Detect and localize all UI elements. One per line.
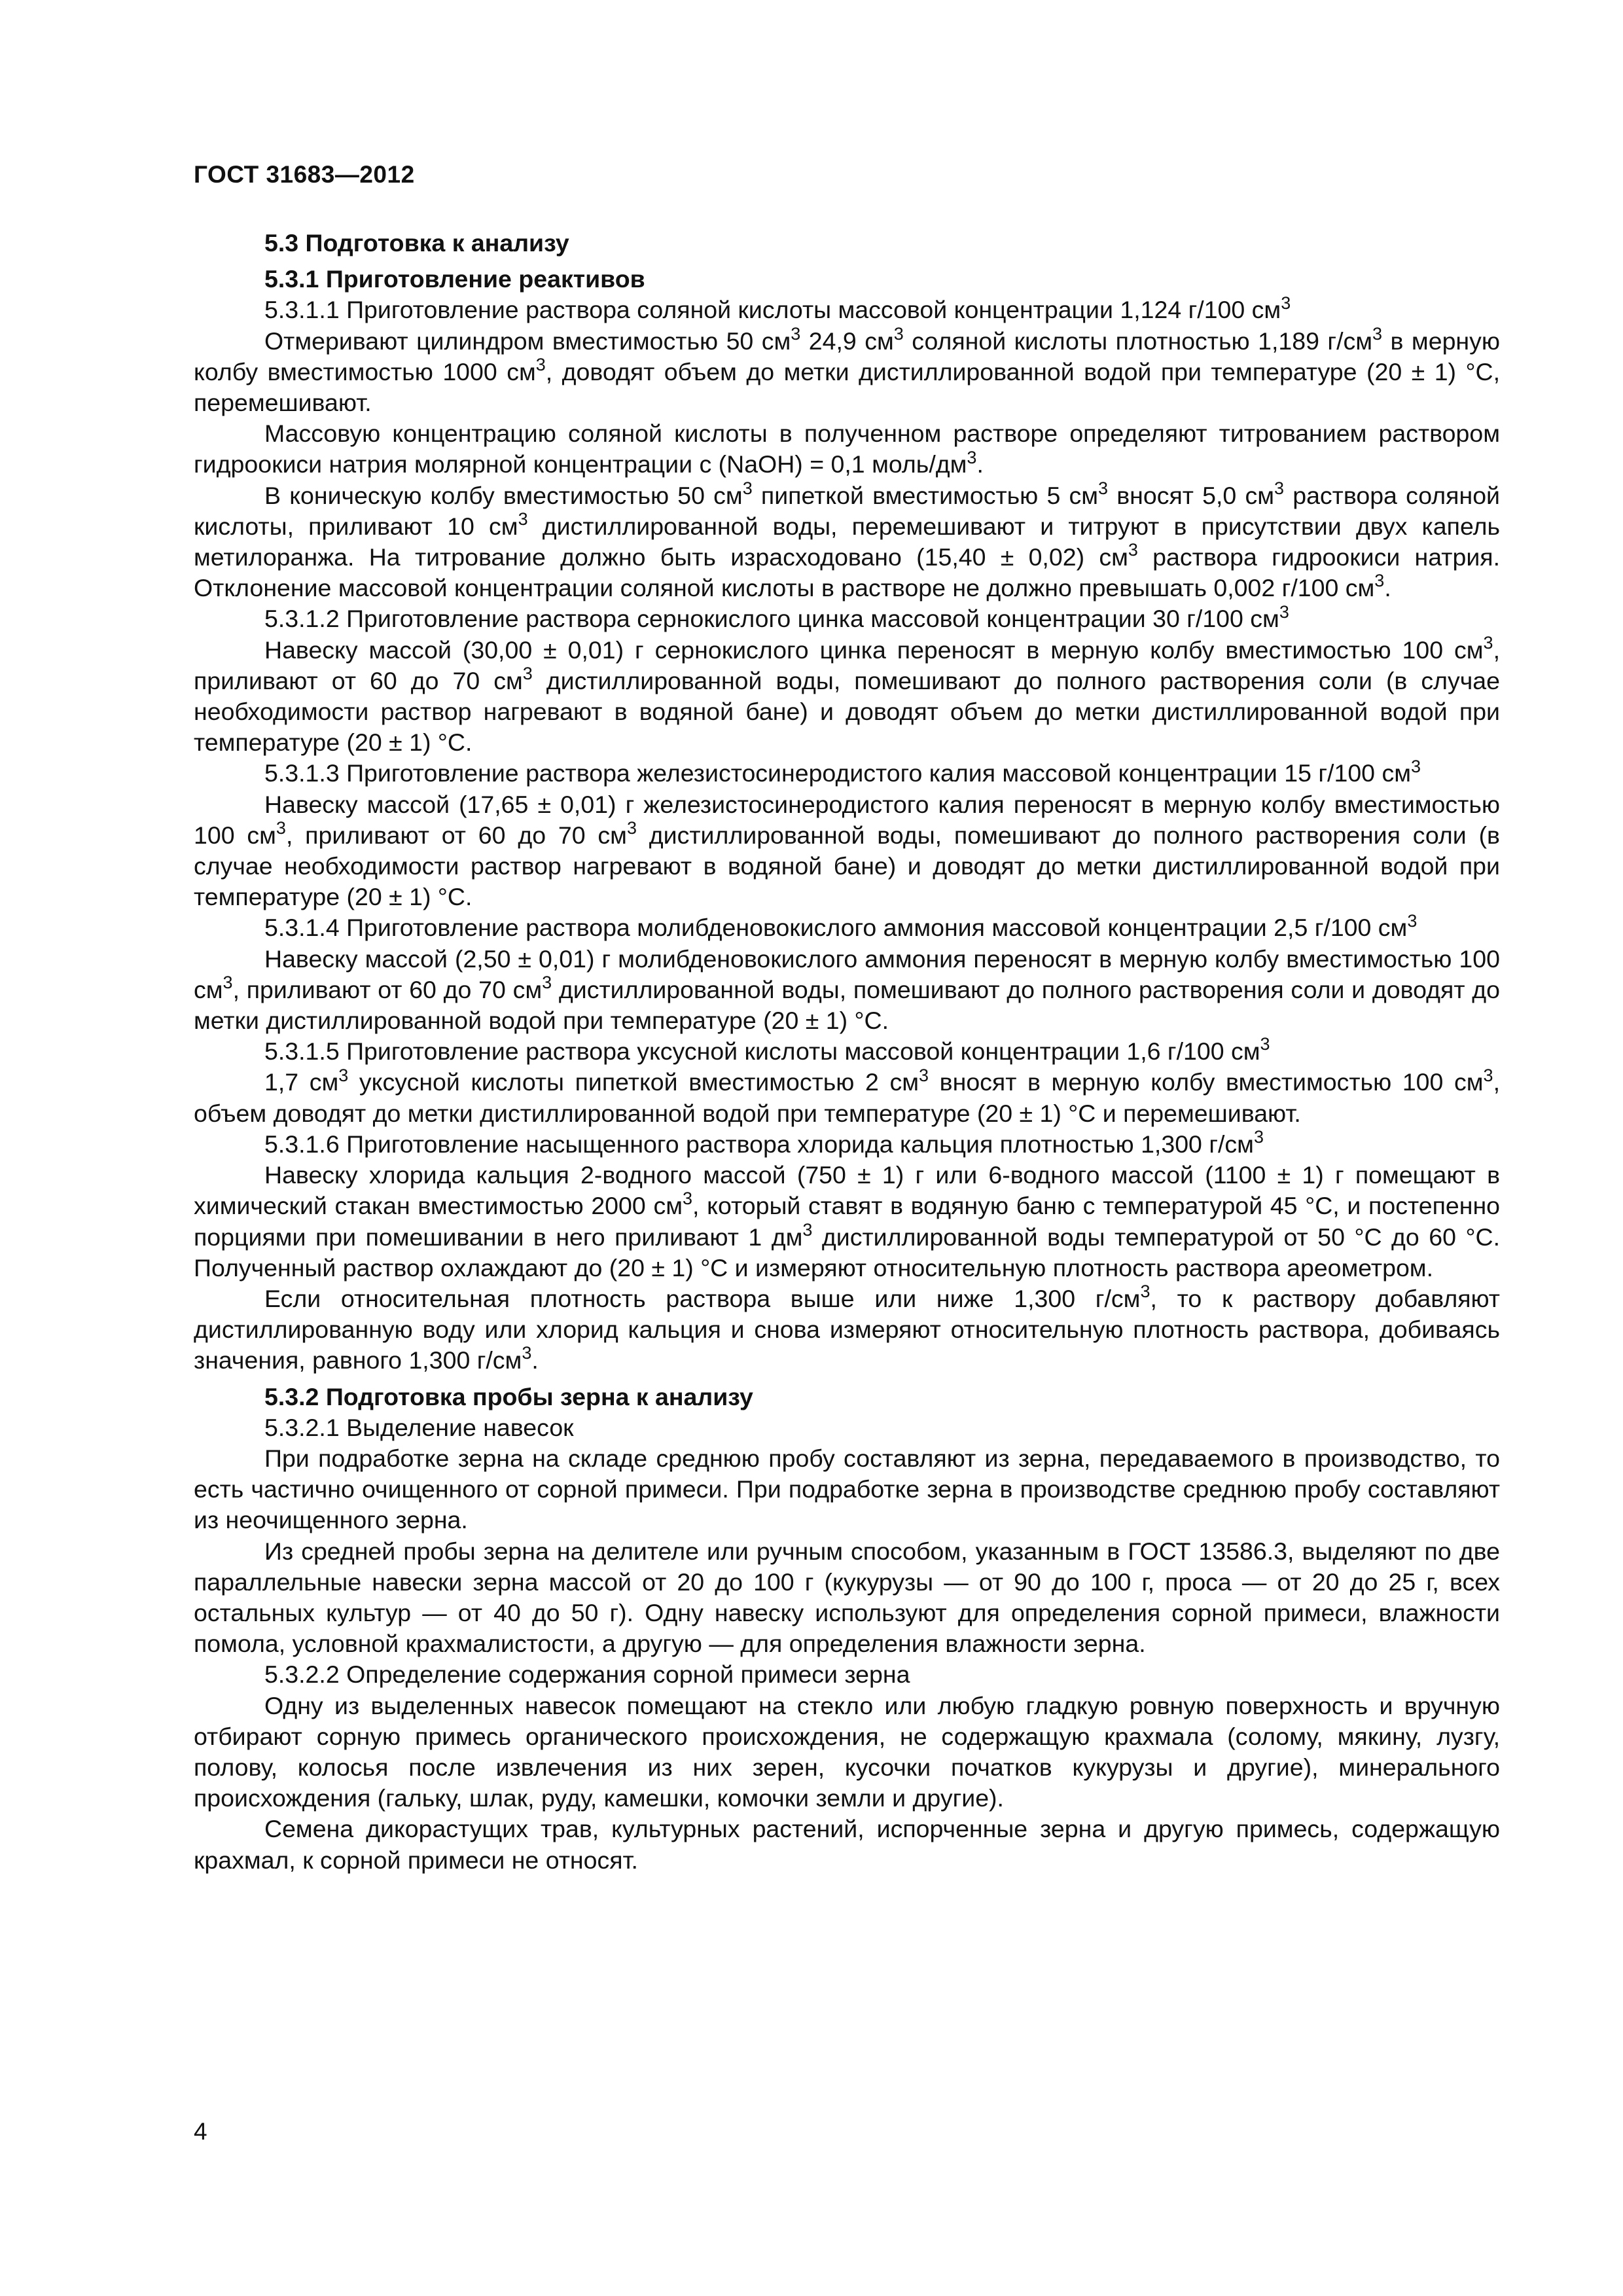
paragraph: Массовую концентрацию соляной кислоты в полученном растворе определяют титрованием раствором гидроокиси натрия молярной концентрации c (NaOH) = 0,1 моль/$дм^3$. <box>194 420 1500 478</box>
paragraph: Если относительная плотность раствора выше или ниже 1,300 $г/см^3$, то к раствору добавляют дистиллированную воду или хлорид кальция и снова измеряют относительную плотность раствора, добиваясь значения, равного 1,300 $г/см^3$. <box>194 1282 1500 1374</box>
paragraph: 5.3.1.2 Приготовление раствора сернокислого цинка массовой концентрации 30 г/100 $см^3$ <box>264 601 1289 633</box>
paragraph: 5.3.1.6 Приготовление насыщенного раствора хлорида кальция плотностью 1,300 $г/см^3$ <box>264 1127 1264 1158</box>
page-number: 4 <box>194 2118 207 2145</box>
paragraph: Навеску массой (17,65 ± 0,01) г железистосинеродистого калия переносят в мерную колбу вместимостью 100 $см^3$, приливают от 60 до 70 $см^3$ дистиллированной воды, помешивают до полного растворения соли (в случае необходимости раствор нагревают в водяной бане) и доводят до метки дистиллированной водой при температуре (20 ± 1) °С. <box>194 790 1500 911</box>
paragraph: Навеску массой (30,00 ± 0,01) г сернокислого цинка переносят в мерную колбу вместимостью 100 $см^3$, приливают от 60 до 70 $см^3$ дистиллированной воды, помешивают до полного растворения соли (в случае необходимости раствор нагревают в водяной бане) и доводят объем до метки дистиллированной водой при температуре (20 ± 1) °С. <box>194 632 1500 757</box>
paragraph: 5.3.1.1 Приготовление раствора соляной кислоты массовой концентрации 1,124 г/100 $см^3$ <box>264 293 1291 324</box>
subsection-title: 5.3.2 Подготовка пробы зерна к анализу <box>264 1382 753 1410</box>
paragraph: 1,7 $см^3$ уксусной кислоты пипеткой вместимостью 2 $см^3$ вносят в мерную колбу вместимостью 100 $см^3$, объем доводят до метки дистиллированной водой при температуре (20 ± 1) °С и перемешивают. <box>194 1065 1500 1127</box>
paragraph: Семена дикорастущих трав, культурных растений, испорченные зерна и другую примесь, содержащую крахмал, к сорной примеси не относят. <box>194 1815 1500 1874</box>
paragraph: 5.3.1.3 Приготовление раствора железистосинеродистого калия массовой концентрации 15 г/100 $см^3$ <box>264 756 1421 787</box>
paragraph: 5.3.1.4 Приготовление раствора молибденовокислого аммония массовой концентрации 2,5 г/100 $см^3$ <box>264 910 1418 942</box>
standard-header: ГОСТ 31683—2012 <box>194 161 415 188</box>
paragraph: Навеску массой (2,50 ± 0,01) г молибденовокислого аммония переносят в мерную колбу вместимостью 100 $см^3$, приливают от 60 до 70 $см^3$ дистиллированной воды, помешивают до полного растворения соли и доводят до метки дистиллированной водой при температуре (20 ± 1) °С. <box>194 944 1500 1035</box>
paragraph: Отмеривают цилиндром вместимостью 50 $см^3$ 24,9 $см^3$ соляной кислоты плотностью 1,189 $г/см^3$ в мерную колбу вместимостью 1000 $см^3$, доводят объем до метки дистиллированной водой при температуре (20 ± 1) °С, перемешивают. <box>194 323 1501 417</box>
paragraph: В коническую колбу вместимостью 50 $см^3$ пипеткой вместимостью 5 $см^3$ вносят 5,0 $см^3$ раствора соляной кислоты, приливают 10 $см^3$ дистиллированной воды, перемешивают и титруют в присутствии двух капель метилоранжа. На титрование должно быть израсходовано (15,40 ± 0,02) $см^3$ раствора гидроокиси натрия. Отклонение массовой концентрации соляной кислоты в растворе не должно превышать 0,002 г/100 $см^3$. <box>194 478 1501 602</box>
paragraph: При подработке зерна на складе среднюю пробу составляют из зерна, передаваемого в производство, то есть частично очищенного от сорной примеси. При подработке зерна в производстве среднюю пробу составляют из неочищенного зерна. <box>194 1444 1500 1534</box>
paragraph: Из средней пробы зерна на делителе или ручным способом, указанным в ГОСТ 13586.3, выделяют по две параллельные навески зерна массой от 20 до 100 г (кукурузы — от 90 до 100 г, проса — от 20 до 25 г, всех остальных культур — от 40 до 50 г). Одну навеску используют для определения сорной примеси, влажности помола, условной крахмалистости, а другую — для определения влажности зерна. <box>194 1537 1500 1658</box>
subsection-title: 5.3.1 Приготовление реактивов <box>264 265 645 293</box>
paragraph: 5.3.1.5 Приготовление раствора уксусной кислоты массовой концентрации 1,6 г/100 $см^3$ <box>264 1034 1270 1066</box>
document-body <box>194 228 1500 1876</box>
paragraph: 5.3.2.1 Выделение навесок <box>264 1413 574 1441</box>
paragraph: Навеску хлорида кальция 2-водного массой (750 ± 1) г или 6-водного массой (1100 ± 1) г помещают в химический стакан вместимостью 2000 $см^3$, который ставят в водяную баню с температурой 45 °С, и постепенно порциями при помешивании в него приливают 1 $дм^3$ дистиллированной воды температурой от 50 °С до 60 °С. Полученный раствор охлаждают до (20 ± 1) °С и измеряют относительную плотность раствора ареометром. <box>194 1161 1501 1282</box>
paragraph: 5.3.2.2 Определение содержания сорной примеси зерна <box>264 1660 910 1689</box>
paragraph: Одну из выделенных навесок помещают на стекло или любую гладкую ровную поверхность и вручную отбирают сорную примесь органического происхождения, не содержащую крахмала (солому, мякину, лузгу, полову, колосья после извлечения из них зерен, кусочки початков кукурузы и другие), минерального происхождения (гальку, шлак, руду, камешки, комочки земли и другие). <box>194 1691 1500 1812</box>
section-title: 5.3 Подготовка к анализу <box>264 229 569 257</box>
